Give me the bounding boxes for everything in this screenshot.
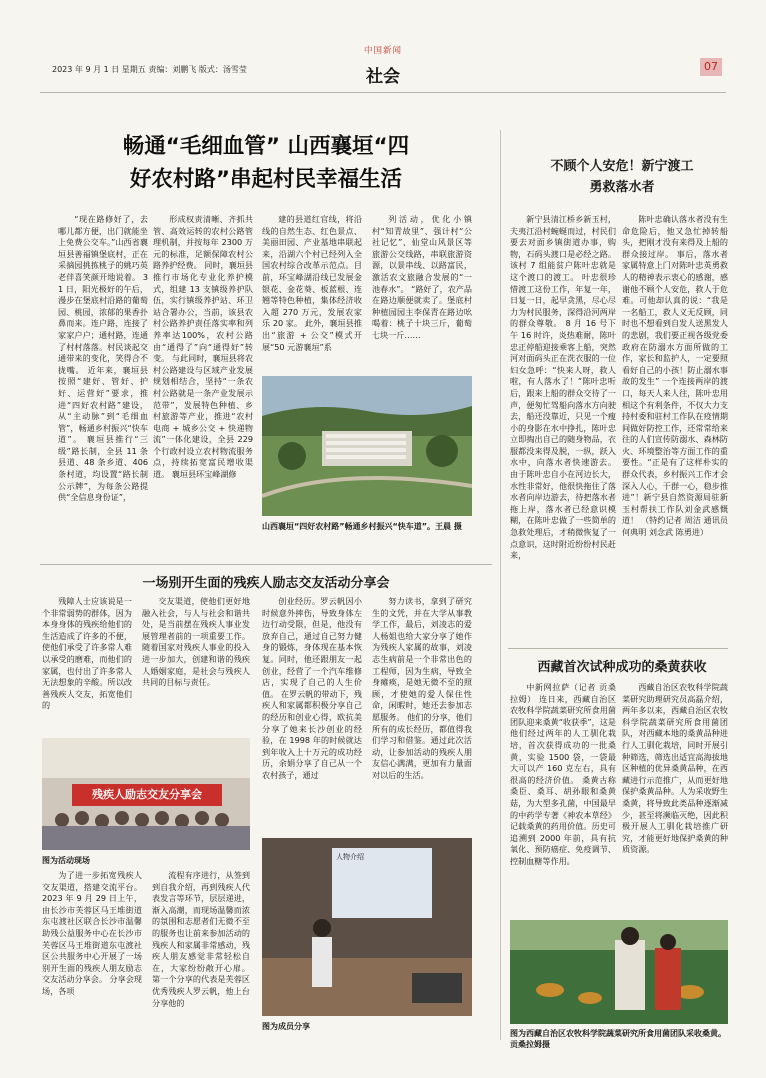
article1-headline	[40, 130, 492, 196]
article2-col1: 残障人士应该说是一个非常弱势的群体，因为本身身体的残疾给他们的生活造成了许多的不便，使他们承受了许多常人难以承受的磨难，而他们的家属，也付出了许多常人无法想象的辛酸。所以改善残疾人交友，拓宽他们的	[42, 596, 132, 711]
article3-headline-line2: 勇救落水者	[589, 180, 655, 195]
article2-headline: 一场别开生面的残疾人励志交友活动分享会	[142, 576, 390, 591]
date-line: 2023 年 9 月 1 日 星期五 责编：刘鹏飞 版式：汤雪莹	[52, 65, 247, 74]
slide-title: 人物介绍	[336, 853, 364, 861]
article4-headline: 西藏首次试种成功的桑黄获收	[537, 660, 707, 675]
event-banner-text: 残疾人励志交友分享会	[92, 788, 202, 801]
article2-photo2	[262, 838, 472, 1016]
article3-headline	[508, 156, 736, 198]
article4-col1: 中新网拉萨（记者 贡桑拉姆） 连日来，西藏自治区农牧科学院蔬菜研究所食用菌团队迎来桑黄“收获季”，这是他们经过两年的人工驯化栽培，首次获得成功的一批桑黄，实验 1500 袋，一袋最大可以产 160 克左右，具有很高的经济价值。 桑黄古称桑臣、桑耳、胡孙眼和桑黄菇，为大型多孔菌，中国最早的中药学专著《神农本草经》记载桑黄的药用价值。历史可追溯到 2000 年前，具有抗氧化、预防癌症、免疫调节、控制血糖等作用。	[510, 682, 616, 866]
header-rule	[40, 92, 726, 93]
article1-col2: 形成权责清晰、齐抓共管、高效运转的农村公路管理机制，并按每年 2300 万元的标准，足额保障农村公路养护经费。 同时，襄垣县推行市场化专业化养护模式，组建 13 支镇级养护队伍，实行镇级养护站、环卫站合署办公，当前，该县农村公路养护责任落实率和列养率达100%，农村公路由“通得了”向“通得好”转变。 与此同时，襄垣县将农村公路建设与区域产业发展规划相结合，坚持“一条农村公路就是一条产业发展示范带”，发展特色种植、乡村旅游等产业，推进“农村电商 + 城乡公交 + 快递物流”一体化建设，全县 229 个行政村设立农村物流服务点，持续拓宽富民增收渠道。 襄垣县环宝峰湖修	[153, 214, 253, 480]
article4-photo-caption: 图为西藏自治区农牧科学院蔬菜研究所食用菌团队采收桑黄。贡桑拉姆摄	[510, 1029, 726, 1049]
article2-photo2-caption: 图为成员分享	[262, 1022, 310, 1031]
speaker-photo	[262, 838, 472, 1016]
right-divider	[508, 648, 728, 649]
article2-photo1	[42, 738, 250, 850]
article2-col1b: 为了进一步拓宽残疾人交友渠道，搭建交流平台。2023 年 9 月 29 日上午，由长沙市芙蓉区马王堆街道东屯渡社区联合长沙市温馨助残公益服务中心在长沙市芙蓉区马王堆街道东屯渡社区公共服务中心开展了一场别开生面的残疾人朋友励志交友活动分享会。 分享会现场，各项	[42, 870, 142, 996]
article1-col3: 建的县道红官线，将沿线的自然生态、红色景点、美丽田园、产业基地串联起来，沿湖六个村已经列入全国农村综合改革示范点。目前，环宝峰湖沿线已发展金银花、金花葵、板蓝根、连翘等特色种植，集体经济收入超 270 万元，发展农家乐 20 家。 此外，襄垣县推出“旅游 + 公交”模式开展“50 元游襄垣”系	[262, 214, 362, 352]
article1-col4: 列活动，优化小镇村“知青故里”、强计村“公社记忆”、仙堂山风景区等旅游公交线路，串联旅游资源，以景串线、以路富民，激活农文旅融合发展的“一池春水”。 “路好了，农产品在路边顺便就卖了。堡底村种植园园主李保青在路边吆喝着：桃子十块三斤，葡萄七块一斤……	[372, 214, 472, 340]
village-aerial-photo	[262, 376, 472, 516]
article2-col3: 创业经历。罗云帆因小时候意外摔伤，导致身体左边行动受限，但是，他没有放弃自己，通过自己努力健身的锻炼，身体现在基本恢复。同时，他还跟朋友一起创业，经营了一个汽车维修店，实现了自己的人生价值。 在罗云帆的带动下，残疾人和家属都积极分享自己的经历和创业心得，欧抗美分享了她来长沙创业的经验，在 1998 年的时候就达到年收入上十万元的成功经历，余娟分享了自己从一个农村孩子，通过	[262, 596, 362, 780]
article2-col2b: 流程有序进行，从签到到自我介绍，再到残疾人代表发言等环节，层层递进，渐入高潮，而现场温馨而浓的氛围和志愿者们无微不至的服务也让前来参加活动的残疾人和家属非常感动，残疾人朋友感觉非常轻松自在，大家纷纷敞开心扉。 第一个分享的代表是芙蓉区优秀残疾人罗云帆，他上台分享他的	[152, 870, 250, 1008]
section-title: 社会	[366, 67, 400, 87]
article2-photo1-caption: 图为活动现场	[42, 856, 90, 865]
article1-col1: “现在路修好了，去哪儿都方便，出门就能坐上免费公交车。”山西省襄垣县善福镇堡底村，正在采摘园挑拣桃子的姚巧英老伴喜笑颜开地说着。 31 日，阳光极好的午后，漫步在堡底村沿路的葡萄园、桃园，浓郁的果香扑鼻而来。连户路，连接了家家户户；通村路，连通了村村落落。村民谈起交通带来的变化，笑得合不拢嘴。 近年来，襄垣县按照“建好、管好、护好、运营好”要求，推进“四好农村路”建设，从“主动脉”到“毛细血管”，畅通乡村振兴“快车道”。 襄垣县推行“三级”路长制，全县 11 条县道、48 条乡道、406 条村道，均设置“路长制公示牌”，为每条公路提供“全信息身份证”，	[58, 214, 148, 503]
harvest-photo	[510, 920, 728, 1024]
article3-col2: 陈叶忠确认落水者没有生命危险后，他又急忙掉转船头，把刚才没有来得及上船的群众接过岸。 事后，落水者家属特意上门对陈叶忠英勇救人的精神表示衷心的感谢，感谢他不顾个人安危，救人于危难。可他却认真的说：“我是一名船工，救人义无反顾，同时也不想看到自发人送黑发人的悲剧，我们要正视各级党委政府在防溺水方面所做的工作，家长和监护人，一定要照看好自己的小孩！防止溺水事故的发生” 一个连接两岸的渡口，每天人来人往，陈叶忠用相这个有利条件，不仅大力支持村委和驻村工作队在疫情期间做好防控工作，还常常给来往的人们宣传防溺水、森林防火、环境整治等方面工作的重要性。“正是有了这样朴实的群众代表，乡村振兴工作才会深入人心，干群一心，稳步推进”！新宁县自然资源局驻新玉村帮扶工作队刘金武感慨道！ （特约记者 周洁 通讯员 何典明 刘念武 陈勇进）	[622, 214, 728, 538]
article1-photo-caption: 山西襄垣“四好农村路”畅通乡村振兴“快车道”。王晨 摄	[262, 522, 462, 531]
article1-photo	[262, 376, 472, 516]
masthead: 中国新闻	[363, 46, 402, 56]
column-divider	[500, 130, 501, 1040]
page-number: 07	[700, 58, 722, 76]
article4-photo	[510, 920, 728, 1024]
article1-headline-line1: 畅通“毛细血管” 山西襄垣“四	[122, 134, 410, 159]
article2-col2: 交友渠道，使他们更好地融入社会，与人与社会和谐共处，是当前摆在残疾人事业发展管理者前的一项重要工作。随着国家对残疾人事业的投入进一步加大，创建和谐的残疾人婚姻家庭，是社会与残疾人共同的目标与责任。	[142, 596, 250, 688]
article4-col2: 西藏自治区农牧科学院蔬菜研究助理研究员高磊介绍，两年多以来，西藏自治区农牧科学院蔬菜研究所食用菌团队，对西藏本地的桑黄品种进行人工驯化栽培，同时开展引种筛选，筛选出适宜高海拔地区种植的优异桑黄品种，在西藏进行示范推广，从而更好地保护桑黄品种。人为采收野生桑黄，将导致此类品种逐渐减少，甚至将濒临灭绝，因此积极开展人工驯化栽培推广研究，才能更好地保护桑黄的种质资源。	[622, 682, 728, 855]
article2-col4: 努力读书，拿到了研究生的文凭，并在大学从事教学工作，最后，刘凌志的爱人杨姐也给大家分享了她作为残疾人家属的故事，刘凌志生病前是一个非常出色的工程师，因为生病，导致全身瘫痪，是她无微不至的照顾，才使她的爱人保住性命，闲暇时，她还去参加志愿服务。 他们的分享，他们所有的成长经历，都值得我们学习和借鉴。通过此次活动，让参加活动的残疾人朋友信心满满，更加有力量面对以后的生活。	[372, 596, 472, 780]
article3-headline-line1: 不顾个人安危！新宁渡工	[550, 159, 694, 174]
article-divider	[40, 564, 492, 565]
article1-headline-line2: 好农村路”串起村民幸福生活	[129, 167, 403, 192]
article3-col1: 新宁县清江桥乡新玉村，夫夷江沿村蜿蜒而过，村民们要去对面乡镇街道办事，购物，石码头渡口是必经之路。该村 7 组能贫户陈叶忠就是这个渡口的渡工。 叶忠很珍惜渡工这份工作，年复一年，日复一日，起早贪黑，尽心尽力为村民服务，深得沿河两岸的群众尊敬。 8 月 16 号下午 16 时许，炎热难耐，陈叶忠正停船迎接乘客上船，突然河对面码头正在洗衣服的一位妇女急呼：“快来人呀，救人啦，有人落水了！”陈叶忠听后，跟来上船的群众交待了一声，便匆忙驾船向落水方向驶去，船还没靠近，只见一个瘦小的身影在水中挣扎，陈叶忠立即掏出自己的随身物品，衣服都没来得及脱，一纵，跃入水中，向落水者快速游去。 由于陈叶忠自小在河边长大，水性非常好，他很快拖住了落水者向岸边游去，待把落水者拖上岸，落水者已经意识模糊，在陈叶忠做了一些简单的急救处理后，才稍微恢复了一点意识，这时附近纷纷村民赶来，	[510, 214, 616, 561]
